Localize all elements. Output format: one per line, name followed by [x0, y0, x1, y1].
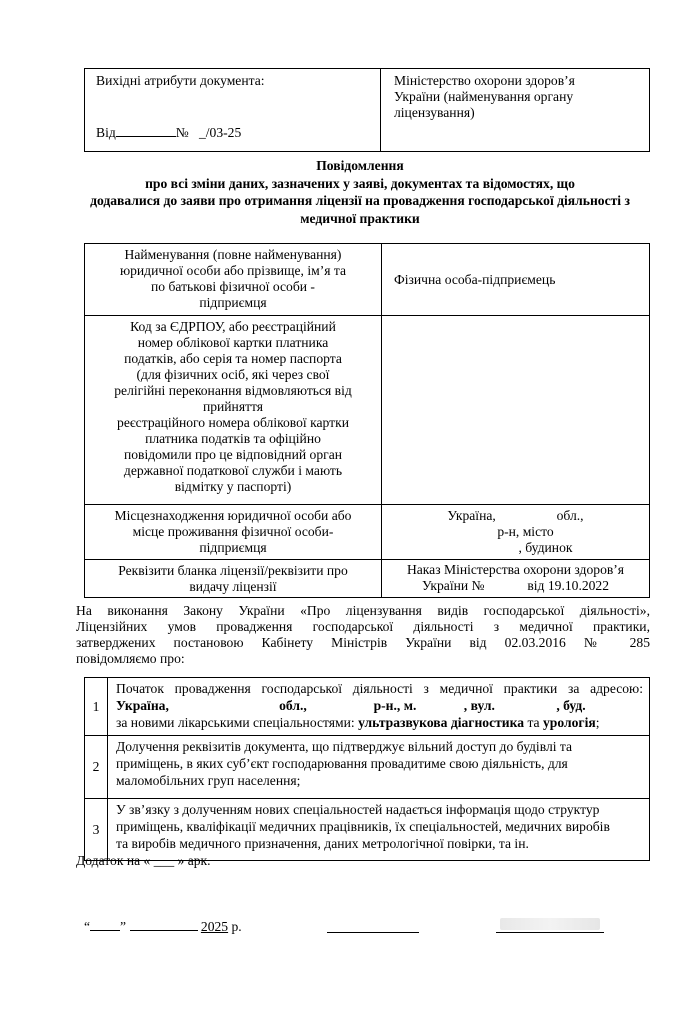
tax-code-value-cell: [382, 316, 650, 505]
redacted-text: [404, 524, 494, 540]
list-item: [85, 678, 650, 736]
licensing-authority-cell: Міністерство охорони здоров’я України (найменування органу ліцензування): [381, 69, 650, 152]
intro-paragraph: На виконання Закону України «Про ліцензування видів господарської діяльності», Ліцензійних умов провадження господарської діяльності з медичної практики, затверджених постановою Кабінету Міністрів України від 02.03.2016 № 285 повідомляємо про:: [76, 603, 650, 666]
table-row: [85, 244, 650, 316]
list-item-text: Долучення реквізитів документа, що підтверджує вільний доступ до будівлі та приміщень, в яких суб’єкт господарювання провадитиме свою діяльність, для маломобільних груп населення;: [108, 736, 650, 799]
redacted-text: [458, 540, 518, 556]
reg-number: _/03-25: [198, 125, 242, 140]
addendum-line: Додаток на « ___ » арк.: [76, 853, 211, 868]
redacted-text: [499, 508, 553, 524]
redacted-name: [500, 918, 600, 930]
location-label-cell: Місцезнаходження юридичної особи або місце проживання фізичної особи- підприємця: [85, 505, 382, 560]
document-title: Повідомлення про всі зміни даних, зазначених у заяві, документах та відомостях, що додавалися до заяви про отримання ліцензії на провадження господарської діяльності з медичної практики: [90, 158, 630, 226]
tax-code-label-cell: Код за ЄДРПОУ, або реєстраційний номер облікової картки платника податків, або серія та номер паспорта (для фізичних осіб, які через свої релігійні переконання відмовляються від прийняття реєстраційного номера облікової картки платника податків та офіційно повідомили про це відповідний орган державної податкової служби і мають відмітку у паспорті): [85, 316, 382, 505]
redacted-text: [206, 698, 276, 714]
list-item: [85, 736, 650, 799]
date-blank: [116, 124, 176, 137]
changes-list-table: [84, 677, 650, 861]
name-line: [496, 932, 604, 933]
redacted-text: [310, 698, 370, 714]
redacted-text: [172, 698, 202, 714]
list-item-number: 2: [85, 736, 108, 799]
license-details-value-cell: Наказ Міністерства охорони здоров’я України № від 19.10.2022: [382, 560, 650, 598]
signature-date: “ ” 2025 р.: [84, 919, 242, 934]
registration-line: Від № _/03-25: [96, 125, 242, 140]
licensee-info-table: [84, 243, 650, 598]
list-item: [85, 799, 650, 861]
table-row: [85, 505, 650, 560]
name-label-cell: Найменування (повне найменування) юридичної особи або прізвище, ім’я та по батькові фізичної особи - підприємця: [85, 244, 382, 316]
signature-line: [327, 932, 419, 933]
outgoing-attributes-label: Вихідні атрибути документа:: [96, 73, 265, 88]
list-item-number: 1: [85, 678, 108, 736]
outgoing-attributes-cell: [85, 69, 381, 152]
table-row: [85, 316, 650, 505]
list-item-number: 3: [85, 799, 108, 861]
redacted-text: [557, 524, 627, 540]
location-value-cell: Україна, обл., р-н, місто , будинок: [382, 505, 650, 560]
license-details-label-cell: Реквізити бланка ліцензії/реквізити про видачу ліцензії: [85, 560, 382, 598]
redacted-text: [420, 698, 464, 714]
list-item-text: Початок провадження господарської діяльності з медичної практики за адресою: Україна, обл., р-н., м. , вул. , буд. за новими лікарськими спеціальностями: ультразвукова діагностика та урологія;: [108, 678, 650, 736]
document-attributes-table: [84, 68, 650, 152]
name-value-cell: Фізична особа-підприємець: [382, 244, 650, 316]
signature-block: [84, 918, 650, 938]
redacted-text: [498, 698, 556, 714]
list-item-text: У зв’язку з долученням нових спеціальностей надається інформація щодо структур приміщень, кваліфікації медичних працівників, їх спеціальностей, медичних виробів та виробів медичного призначення, даних метрологічної повірки, та ін.: [108, 799, 650, 861]
redacted-text: [488, 578, 524, 594]
table-row: [85, 560, 650, 598]
